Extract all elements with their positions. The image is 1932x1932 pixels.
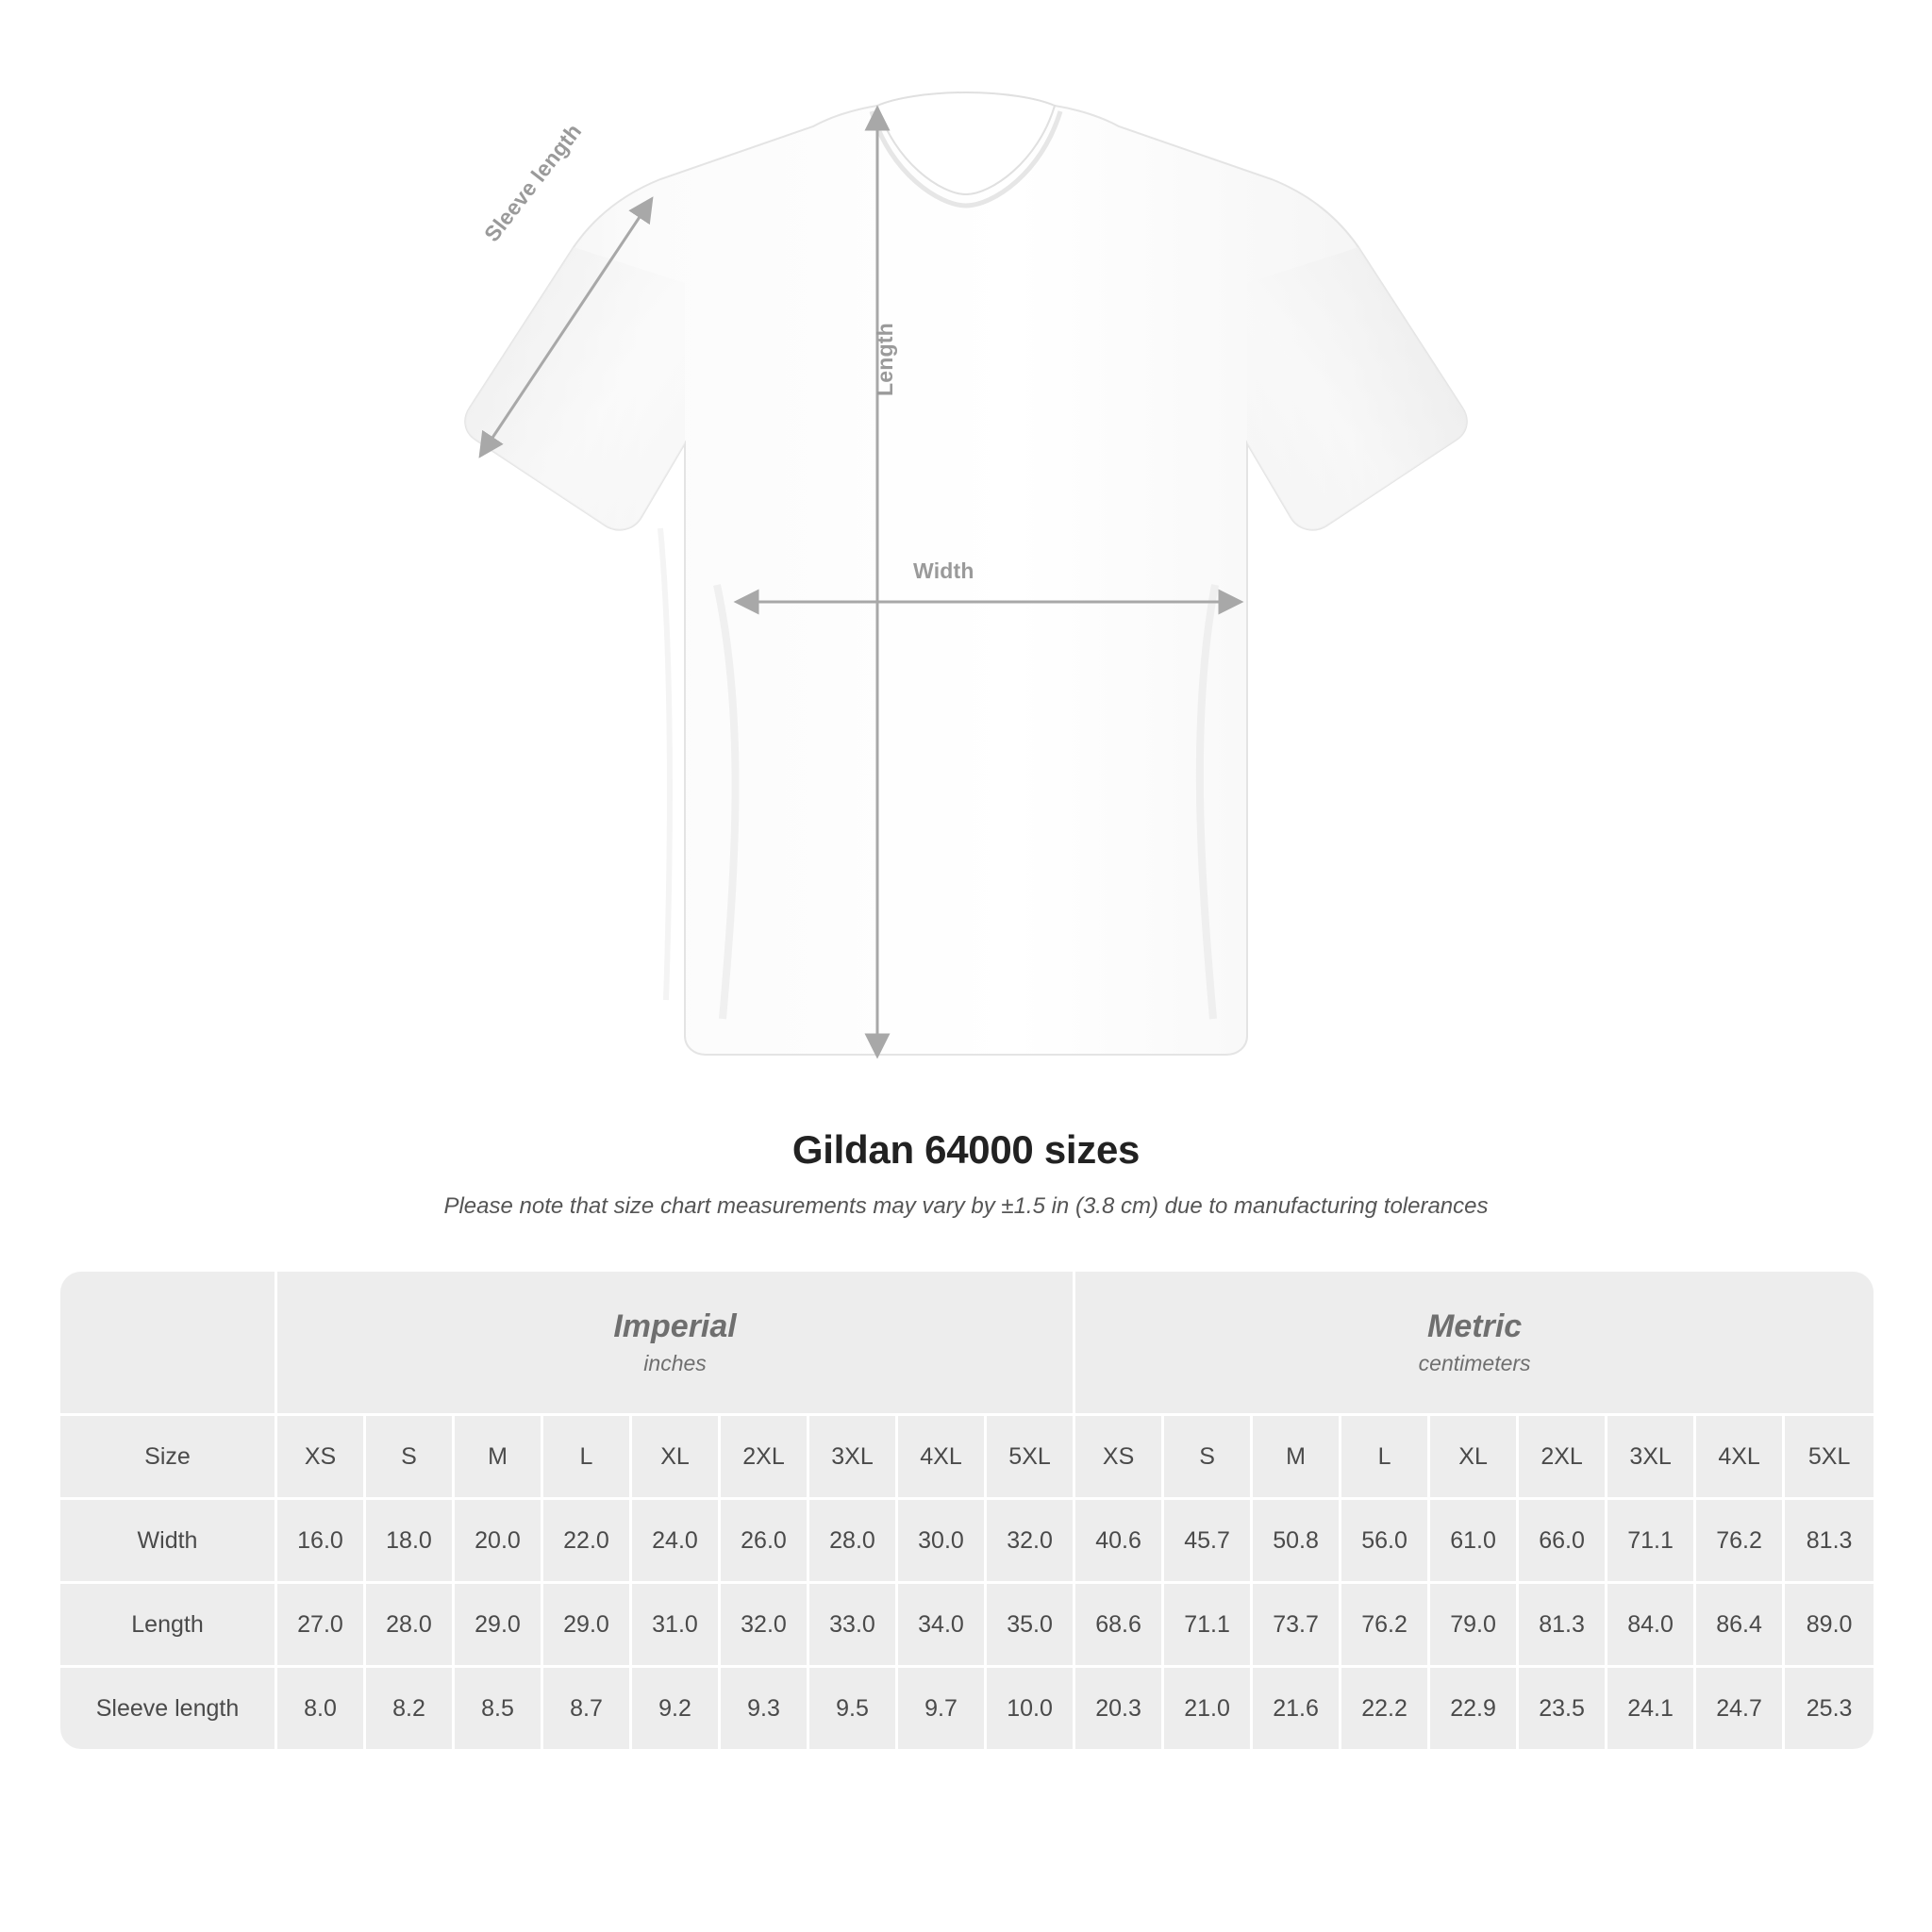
cell-width-5: 26.0: [721, 1500, 809, 1584]
page-title: Gildan 64000 sizes: [791, 1127, 1141, 1172]
row-label-sleeve-length: Sleeve length: [60, 1668, 277, 1749]
cell-length-10: 71.1: [1164, 1584, 1253, 1668]
column-header-metric-3xl: 3XL: [1607, 1416, 1696, 1500]
cell-width-1: 18.0: [366, 1500, 455, 1584]
unit-imperial-name: Imperial: [613, 1307, 737, 1344]
column-header-metric-l: L: [1341, 1416, 1430, 1500]
cell-length-17: 89.0: [1785, 1584, 1874, 1668]
cell-width-2: 20.0: [455, 1500, 543, 1584]
column-header-imperial-2xl: 2XL: [721, 1416, 809, 1500]
table-corner-cell: [60, 1272, 277, 1416]
cell-width-9: 40.6: [1075, 1500, 1164, 1584]
cell-length-13: 79.0: [1430, 1584, 1519, 1668]
column-header-metric-m: M: [1253, 1416, 1341, 1500]
cell-sleeve-11: 21.6: [1253, 1668, 1341, 1749]
cell-length-0: 27.0: [277, 1584, 366, 1668]
cell-length-2: 29.0: [455, 1584, 543, 1668]
cell-length-12: 76.2: [1341, 1584, 1430, 1668]
cell-width-17: 81.3: [1785, 1500, 1874, 1584]
cell-width-11: 50.8: [1253, 1500, 1341, 1584]
sleeve-length-dimension-label: Sleeve length: [479, 119, 587, 247]
cell-sleeve-8: 10.0: [987, 1668, 1075, 1749]
row-label-width: Width: [60, 1500, 277, 1584]
row-label-length: Length: [60, 1584, 277, 1668]
row-header-size: Size: [60, 1416, 277, 1500]
cell-sleeve-0: 8.0: [277, 1668, 366, 1749]
size-table-wrapper: [60, 1272, 1872, 1749]
cell-sleeve-6: 9.5: [809, 1668, 898, 1749]
cell-length-3: 29.0: [543, 1584, 632, 1668]
cell-length-5: 32.0: [721, 1584, 809, 1668]
cell-width-16: 76.2: [1696, 1500, 1785, 1584]
cell-length-11: 73.7: [1253, 1584, 1341, 1668]
unit-group-metric: [1075, 1272, 1874, 1416]
cell-sleeve-15: 24.1: [1607, 1668, 1696, 1749]
size-table: [60, 1272, 1874, 1749]
unit-imperial-sub: inches: [643, 1351, 707, 1376]
cell-sleeve-3: 8.7: [543, 1668, 632, 1749]
column-header-imperial-5xl: 5XL: [987, 1416, 1075, 1500]
column-header-metric-4xl: 4XL: [1696, 1416, 1785, 1500]
cell-width-12: 56.0: [1341, 1500, 1430, 1584]
cell-width-13: 61.0: [1430, 1500, 1519, 1584]
unit-metric-sub: centimeters: [1418, 1351, 1531, 1376]
length-dimension-label: Length: [873, 323, 897, 396]
size-header-row: [60, 1416, 1874, 1500]
column-header-imperial-s: S: [366, 1416, 455, 1500]
unit-header-row: [60, 1272, 1874, 1416]
cell-length-15: 84.0: [1607, 1584, 1696, 1668]
cell-length-16: 86.4: [1696, 1584, 1785, 1668]
width-dimension-label: Width: [913, 558, 974, 583]
column-header-imperial-xl: XL: [632, 1416, 721, 1500]
cell-sleeve-2: 8.5: [455, 1668, 543, 1749]
table-row: [60, 1500, 1874, 1584]
cell-length-4: 31.0: [632, 1584, 721, 1668]
unit-group-imperial: [277, 1272, 1075, 1416]
cell-length-7: 34.0: [898, 1584, 987, 1668]
unit-metric-name: Metric: [1427, 1307, 1523, 1344]
cell-width-0: 16.0: [277, 1500, 366, 1584]
cell-width-15: 71.1: [1607, 1500, 1696, 1584]
cell-width-10: 45.7: [1164, 1500, 1253, 1584]
cell-length-9: 68.6: [1075, 1584, 1164, 1668]
table-row: [60, 1668, 1874, 1749]
cell-sleeve-4: 9.2: [632, 1668, 721, 1749]
cell-sleeve-1: 8.2: [366, 1668, 455, 1749]
cell-sleeve-13: 22.9: [1430, 1668, 1519, 1749]
cell-sleeve-10: 21.0: [1164, 1668, 1253, 1749]
cell-sleeve-17: 25.3: [1785, 1668, 1874, 1749]
cell-length-14: 81.3: [1519, 1584, 1607, 1668]
cell-sleeve-16: 24.7: [1696, 1668, 1785, 1749]
cell-length-8: 35.0: [987, 1584, 1075, 1668]
cell-sleeve-7: 9.7: [898, 1668, 987, 1749]
table-row: [60, 1584, 1874, 1668]
column-header-imperial-m: M: [455, 1416, 543, 1500]
cell-width-8: 32.0: [987, 1500, 1075, 1584]
column-header-metric-xs: XS: [1075, 1416, 1164, 1500]
cell-length-1: 28.0: [366, 1584, 455, 1668]
column-header-metric-xl: XL: [1430, 1416, 1519, 1500]
column-header-metric-2xl: 2XL: [1519, 1416, 1607, 1500]
tolerance-note: Please note that size chart measurements may vary by ±1.5 in (3.8 cm) due to manufacturing tolerances: [443, 1193, 1489, 1219]
column-header-metric-5xl: 5XL: [1785, 1416, 1874, 1500]
cell-sleeve-14: 23.5: [1519, 1668, 1607, 1749]
cell-width-14: 66.0: [1519, 1500, 1607, 1584]
cell-sleeve-9: 20.3: [1075, 1668, 1164, 1749]
cell-width-3: 22.0: [543, 1500, 632, 1584]
cell-length-6: 33.0: [809, 1584, 898, 1668]
chart-title-block: [0, 1127, 1932, 1220]
cell-width-6: 28.0: [809, 1500, 898, 1584]
cell-sleeve-12: 22.2: [1341, 1668, 1430, 1749]
column-header-metric-s: S: [1164, 1416, 1253, 1500]
cell-width-7: 30.0: [898, 1500, 987, 1584]
column-header-imperial-xs: XS: [277, 1416, 366, 1500]
column-header-imperial-4xl: 4XL: [898, 1416, 987, 1500]
cell-sleeve-5: 9.3: [721, 1668, 809, 1749]
column-header-imperial-l: L: [543, 1416, 632, 1500]
column-header-imperial-3xl: 3XL: [809, 1416, 898, 1500]
cell-width-4: 24.0: [632, 1500, 721, 1584]
